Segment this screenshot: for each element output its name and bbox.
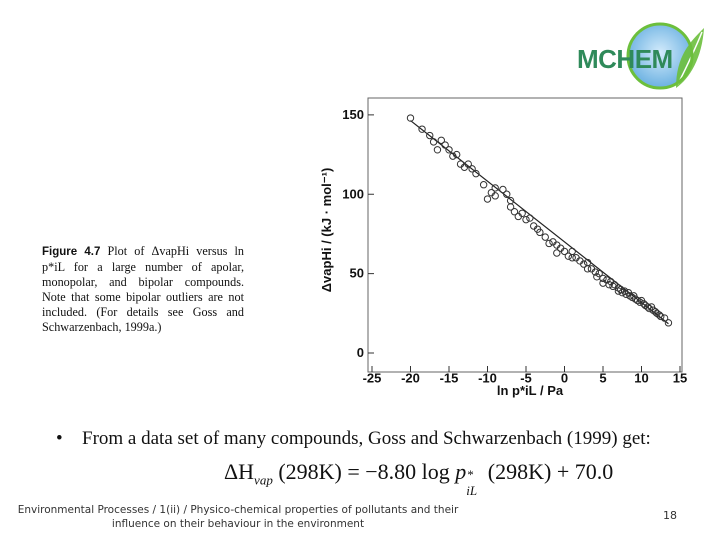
x-tick-label: -25 [362, 370, 382, 386]
x-tick-label: 0 [560, 370, 569, 386]
formula-p-sub: iL [466, 483, 478, 498]
footer-text: Environmental Processes / 1(ii) / Physico-chemical properties of pollutants and their influence on their behaviour in the environment [17, 504, 459, 530]
bullet-dot: • [56, 428, 63, 449]
y-tick-label: 0 [356, 345, 364, 360]
figure-caption-text: Plot of ΔvapHi versus ln p*iL for a large number of apolar, monopolar, and bipolar compounds. Note that some bipolar outliers are not included. (For details see Goss and Schwarzenbach, 1999a.) [42, 244, 245, 334]
formula-p-sup: * [467, 467, 474, 482]
formula-p: p [455, 459, 467, 484]
formula-lhs: ΔH [224, 459, 255, 484]
plot-frame [368, 98, 682, 372]
formula-lhs-sub: vap [254, 472, 273, 488]
page-number: 18 [663, 509, 677, 522]
y-tick-label: 150 [342, 106, 364, 122]
y-tick-label: 50 [349, 265, 364, 281]
bullet-text: From a data set of many compounds, Goss and Schwarzenbach (1999) get: [82, 428, 651, 449]
y-axis-label: ΔvapHi / (kJ · mol⁻¹) [319, 167, 334, 293]
x-tick-label: -10 [478, 370, 497, 386]
y-tick-label: 100 [342, 186, 364, 202]
x-tick-label: -20 [401, 370, 420, 386]
logo-text: MCHEM [577, 44, 673, 74]
x-tick-label: 5 [599, 370, 607, 386]
formula-rhs: (298K) + 70.0 [487, 459, 614, 484]
x-axis-label: ln p*iL / Pa [496, 383, 564, 398]
x-tick-label: -15 [439, 370, 459, 386]
figure-label: Figure 4.7 [42, 246, 101, 258]
x-tick-label: -5 [520, 370, 532, 386]
x-tick-label: 10 [634, 370, 649, 386]
formula-lhs-arg: (298K) = −8.80 log [278, 459, 456, 484]
x-tick-label: 15 [672, 370, 688, 386]
regression-formula [224, 459, 614, 498]
